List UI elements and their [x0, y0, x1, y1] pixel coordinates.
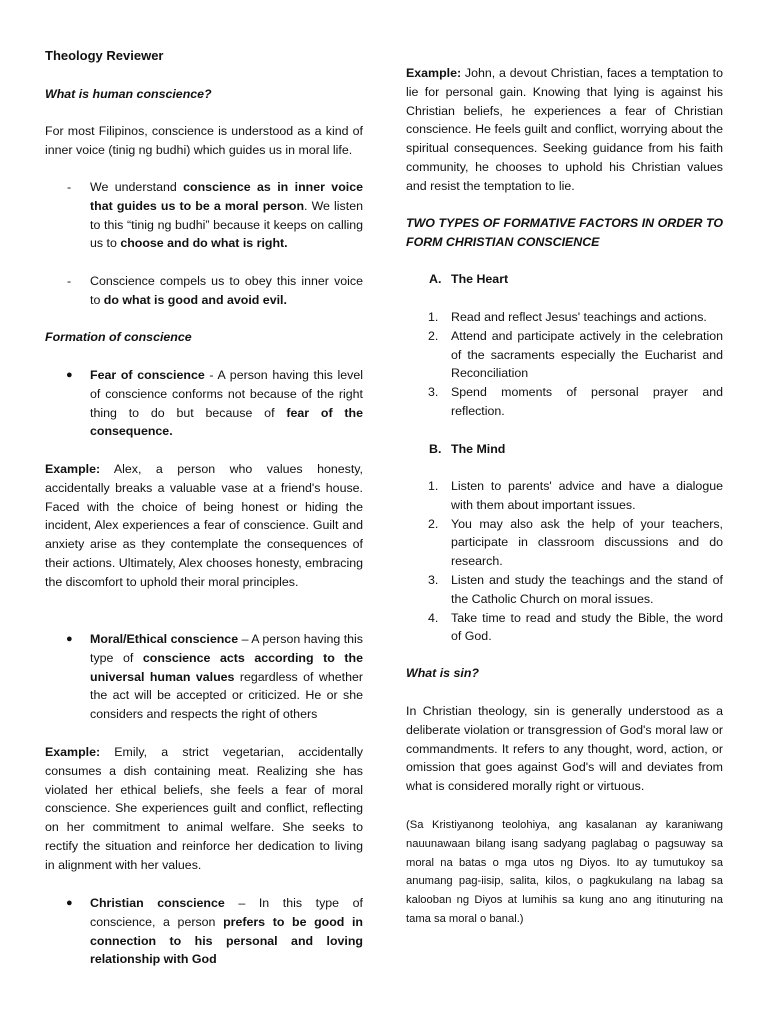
- sin-paragraph: In Christian theology, sin is generally understood as a deliberate violation or transgression of God's moral law or commandments. It refers to any thought, word, action, or omission that goes against God's will and deviates from what is considered morally right or virtuous.: [406, 704, 723, 794]
- section-the-mind: B. The Mind: [406, 440, 723, 459]
- bullet-fear-of-conscience: ● Fear of conscience - A person having this level of conscience conforms not because of the right thing to do but because of fear of the consequence.: [66, 368, 364, 439]
- list-item: 3. Spend moments of personal prayer and reflection.: [428, 385, 723, 418]
- heart-list: [406, 308, 723, 421]
- list-item: 4. Take time to read and study the Bible, the word of God.: [428, 610, 723, 644]
- dash-item-compels: - Conscience compels us to obey this inner voice to do what is good and avoid evil.: [67, 274, 363, 307]
- mind-list: [406, 477, 723, 646]
- bullet-moral-ethical-conscience: ● Moral/Ethical conscience – A person having this type of conscience acts according to the universal human values regardless of whether the act will be accepted or criticized. He or she considers and respects the right of others: [66, 632, 363, 722]
- dash-item-inner-voice: - We understand conscience as in inner voice that guides us to be a moral person. We listen to this “tinig ng budhi” because it keeps on calling us to choose and do what is right.: [67, 180, 363, 251]
- dash-marker: -: [67, 274, 72, 288]
- section-the-heart: A. The Heart: [406, 270, 723, 289]
- intro-paragraph: For most Filipinos, conscience is understood as a kind of inner voice (tinig ng budhi) which guides us in moral life.: [45, 124, 363, 157]
- list-item: 1. Read and reflect Jesus' teachings and actions.: [428, 310, 707, 324]
- dash-marker: -: [67, 180, 72, 194]
- section-marker: B.: [429, 442, 442, 456]
- two-types-heading: TWO TYPES OF FORMATIVE FACTORS IN ORDER TO FORM CHRISTIAN CONSCIENCE: [406, 216, 723, 249]
- list-item: 3. Listen and study the teachings and the stand of the Catholic Church on moral issues.: [428, 572, 723, 606]
- bullet-marker: ●: [66, 897, 73, 909]
- section-marker: A.: [429, 272, 442, 286]
- sin-tagalog-paragraph: (Sa Kristiyanong teolohiya, ang kasalanan ay karaniwang nauunawaan bilang isang sadyang paglabag o pagsuway sa moral na batas o mga utos ng Diyos. Ito ay tumutukoy sa anumang pag-iisip, salita, kilos, o pagkukulang na labag sa kalooban ng Diyos at lumihis sa kung ano ang itinuturing na tama sa moral o banal.): [406, 819, 723, 925]
- bullet-christian-conscience: ● Christian conscience – In this type of conscience, a person prefers to be good in connection to his personal and loving relationship with God: [66, 896, 363, 967]
- example-alex: Example: Alex, a person who values honesty, accidentally breaks a valuable vase at a friend's house. Faced with the choice of being honest or hiding the incident, Alex experiences a fear of conscience. Guilt and anxiety arise as they contemplate the consequences of their actions. Ultimately, Alex chooses honesty, embracing the discomfort to uphold their moral principles.: [45, 462, 363, 589]
- bullet-marker: ●: [66, 369, 73, 381]
- human-conscience-heading: What is human conscience?: [45, 87, 212, 101]
- list-item: 2. Attend and participate actively in the celebration of the sacraments especially the Eucharist and Reconciliation: [428, 328, 723, 381]
- list-item: 1. Listen to parents' advice and have a dialogue with them about important issues.: [428, 479, 723, 512]
- list-item: 2. You may also ask the help of your teachers, participate in classroom discussions and do research.: [428, 516, 723, 569]
- formation-heading: Formation of conscience: [45, 330, 192, 344]
- sin-heading: What is sin?: [406, 666, 479, 680]
- bullet-marker: ●: [66, 633, 73, 645]
- example-emily: Example: Emily, a strict vegetarian, accidentally consumes a dish containing meat. Realizing she has violated her ethical beliefs, she feels a fear of moral conscience. She experiences guilt and conflict, reflecting on her commitment to animal welfare. She seeks to rectify the situation and reinforce her dedication to living in alignment with her values.: [45, 745, 363, 872]
- example-john: Example: John, a devout Christian, faces a temptation to lie for personal gain. Knowing that lying is against his Christian beliefs, he experiences a fear of Christian conscience. He feels guilt and conflict, worrying about the spiritual consequences. Seeking guidance from his faith community, he chooses to uphold his Christian values and resist the temptation to lie.: [406, 66, 723, 193]
- page-title: Theology Reviewer: [45, 48, 164, 63]
